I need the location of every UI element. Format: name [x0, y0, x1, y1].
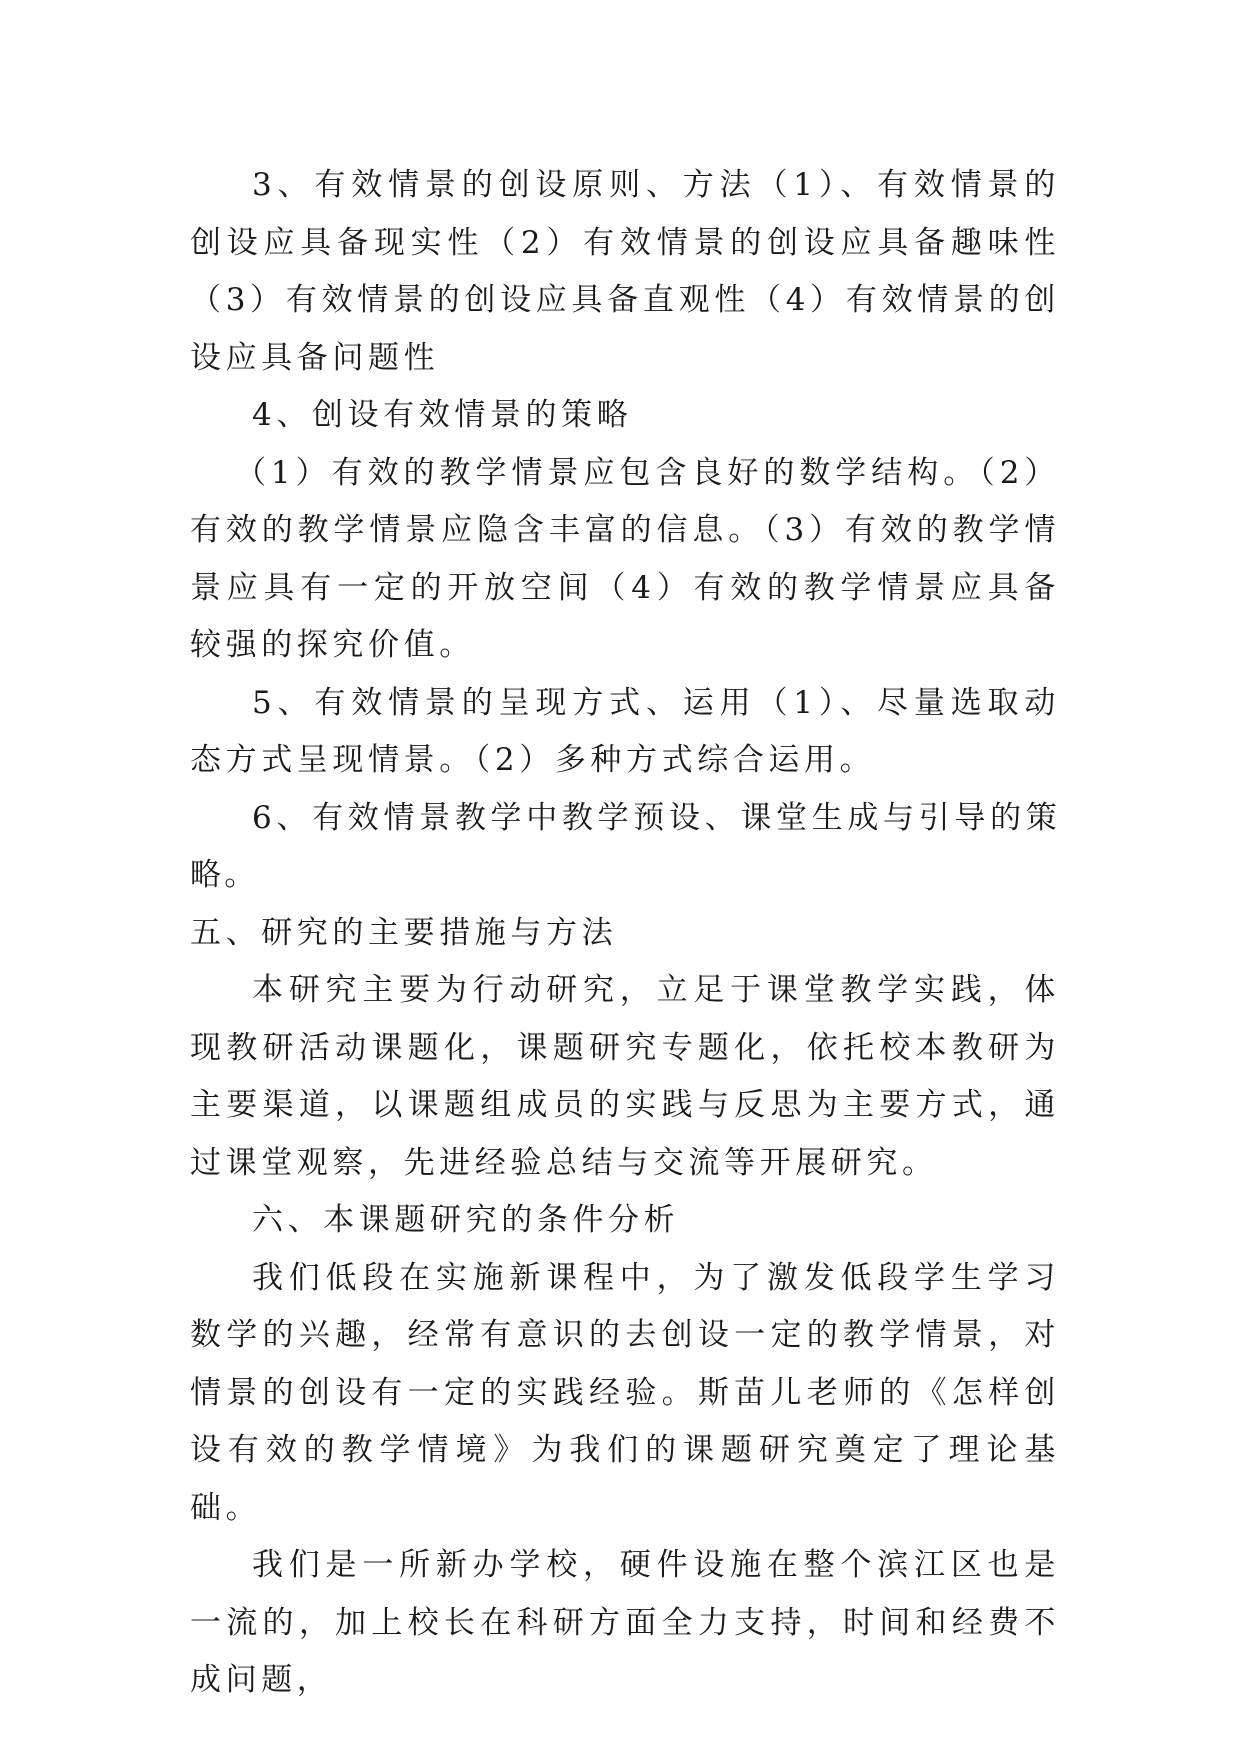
section-heading-measures: 五、研究的主要措施与方法: [190, 914, 618, 951]
paragraph-measures: 本研究主要为行动研究，立足于课堂教学实践，体现教研活动课题化，课题研究专题化，依托校本教研为主要渠道，以课题组成员的实践与反思为主要方式，通过课堂观察，先进经验总结与交流等开展研究。: [190, 972, 1060, 1181]
document-body: [190, 157, 1060, 1710]
paragraph-guidance-strategy: 6、有效情景教学中教学预设、课堂生成与引导的策略。: [190, 799, 1060, 893]
paragraph-presentation: 5、有效情景的呈现方式、运用（1）、尽量选取动态方式呈现情景。（2）多种方式综合运用。: [190, 684, 1060, 778]
paragraph-strategy-heading: 4、创设有效情景的策略: [252, 397, 633, 433]
paragraph-strategy-items: （1）有效的教学情景应包含良好的数学结构。（2）有效的教学情景应隐含丰富的信息。（3）有效的教学情景应具有一定的开放空间（4）有效的教学情景应具备较强的探究价值。: [190, 454, 1060, 663]
paragraph-conditions-experience: 我们低段在实施新课程中，为了激发低段学生学习数学的兴趣，经常有意识的去创设一定的教学情景，对情景的创设有一定的实践经验。斯苗儿老师的《怎样创设有效的教学情境》为我们的课题研究奠定了理论基础。: [190, 1259, 1060, 1526]
paragraph-principles: 3、有效情景的创设原则、方法（1）、有效情景的创设应具备现实性（2）有效情景的创设应具备趣味性（3）有效情景的创设应具备直观性（4）有效情景的创设应具备问题性: [190, 167, 1060, 376]
paragraph-conditions-school: 我们是一所新办学校，硬件设施在整个滨江区也是一流的，加上校长在科研方面全力支持，时间和经费不成问题，: [190, 1547, 1060, 1698]
section-heading-conditions: 六、本课题研究的条件分析: [252, 1202, 680, 1238]
